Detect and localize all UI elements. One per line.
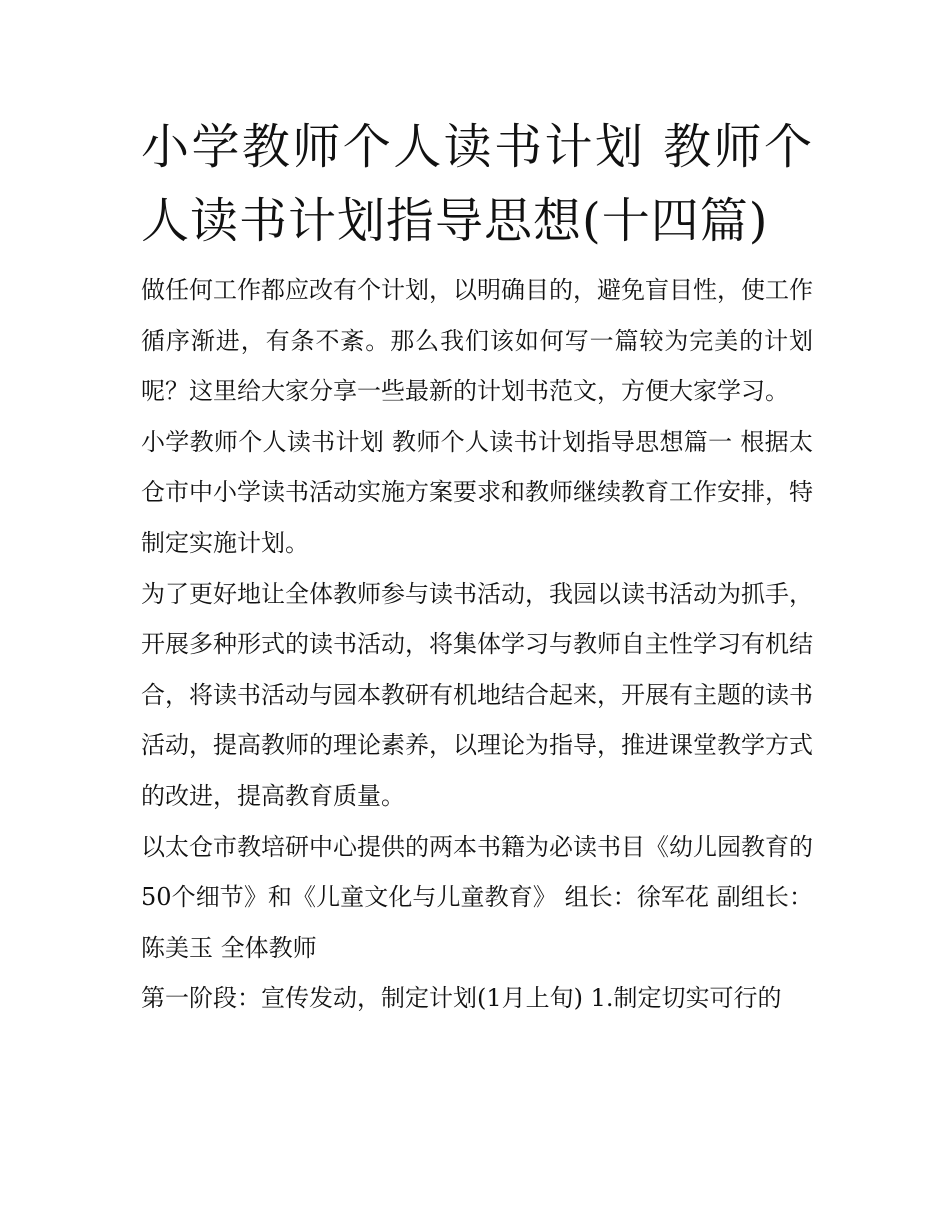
- document-body: [141, 110, 813, 1024]
- document-title: 小学教师个人读书计划 教师个人读书计划指导思想(十四篇): [141, 119, 813, 249]
- intro-paragraph: 做任何工作都应改有个计划，以明确目的，避免盲目性，使工作循序渐进，有条不紊。那么我们该如何写一篇较为完美的计划呢？这里给大家分享一些最新的计划书范文，方便大家学习。: [141, 276, 813, 406]
- stage-one-paragraph: 第一阶段：宣传发动，制定计划(1月上旬) 1.制定切实可行的: [141, 984, 782, 1013]
- reading-list-paragraph: 以太仓市教培研中心提供的两本书籍为必读书目《幼儿园教育的50个细节》和《儿童文化与儿童教育》 组长：徐军花 副组长：陈美玉 全体教师: [141, 832, 813, 962]
- section-one-paragraph: 小学教师个人读书计划 教师个人读书计划指导思想篇一 根据太仓市中小学读书活动实施方案要求和教师继续教育工作安排，特制定实施计划。: [141, 427, 813, 557]
- purpose-paragraph: 为了更好地让全体教师参与读书活动，我园以读书活动为抓手，开展多种形式的读书活动，将集体学习与教师自主性学习有机结合，将读书活动与园本教研有机地结合起来，开展有主题的读书活动，提高教师的理论素养，以理论为指导，推进课堂教学方式的改进，提高教育质量。: [141, 579, 813, 810]
